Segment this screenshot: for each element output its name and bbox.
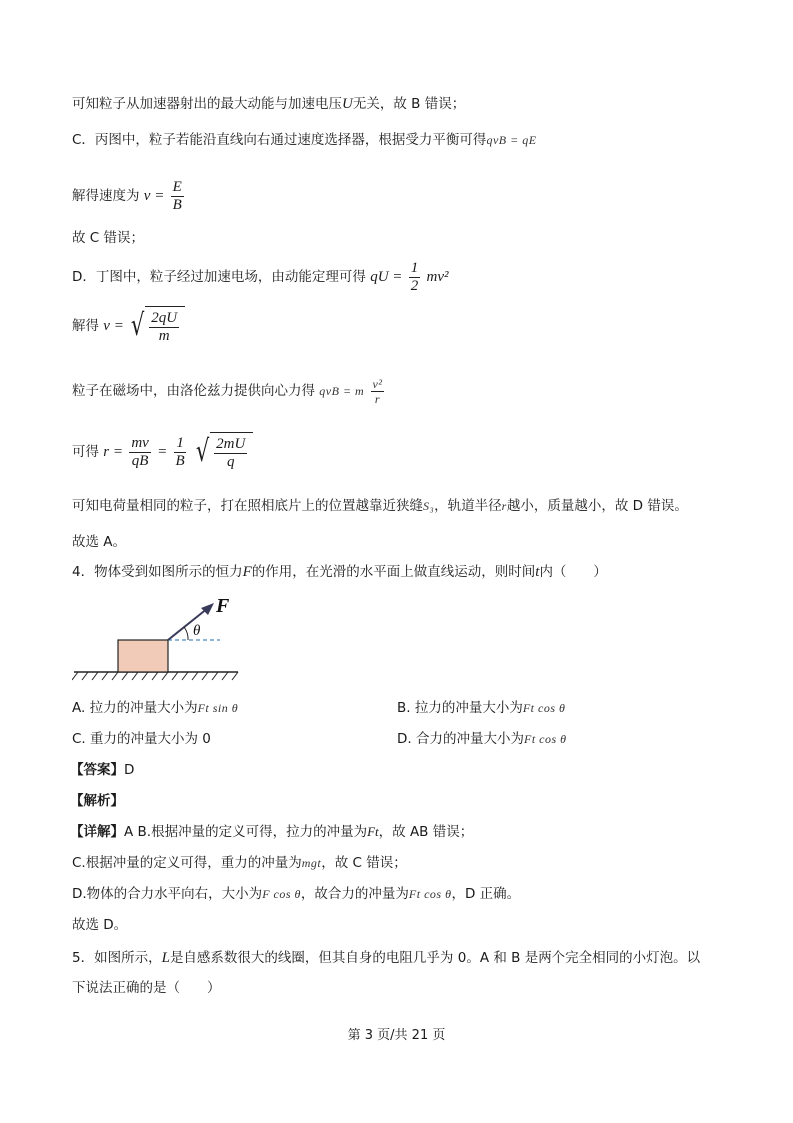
force-label: F	[216, 596, 230, 617]
formula: v =	[103, 318, 124, 334]
fraction: $\frac{\text{v²}}{r}$	[372, 376, 383, 406]
sqrt: √ $\frac{2mU}{q}$	[193, 432, 253, 472]
formula: =	[157, 444, 168, 460]
text: 故选 A。	[72, 534, 127, 550]
formula: Ft cos θ	[523, 732, 567, 746]
angle-arc	[184, 627, 188, 640]
formula: r =	[103, 444, 124, 460]
ground-hatch	[72, 672, 238, 680]
text: 解得速度为	[72, 188, 140, 204]
force-diagram	[72, 596, 242, 686]
option-b[interactable]: B. 拉力的冲量大小为Ft cos θ	[397, 700, 566, 716]
fraction: $\frac{E}{B}$	[172, 178, 182, 213]
text: 可知粒子从加速器射出的最大动能与加速电压	[72, 96, 342, 112]
var-L: L	[161, 950, 170, 966]
analysis-label: 【解析】	[70, 793, 124, 809]
formula: v =	[143, 188, 165, 204]
text-line	[72, 176, 186, 216]
formula: F cos θ	[262, 887, 301, 901]
question-5-cont: 下说法正确的是（ ）	[72, 980, 221, 996]
formula: mv²	[426, 269, 449, 285]
page-footer: 第 3 页/共 21 页	[347, 1028, 446, 1043]
text: 故 C 错误；	[72, 230, 145, 246]
detail-line-1: 【详解】A B.根据冲量的定义可得，拉力的冲量为Ft，故 AB 错误；	[70, 824, 474, 840]
question-4	[72, 562, 607, 582]
text: C．丙图中，粒子若能沿直线向右通过速度选择器，根据受力平衡可得	[72, 132, 487, 148]
option-a[interactable]: A. 拉力的冲量大小为Ft sin θ	[72, 700, 239, 716]
fraction: $\frac{mv}{qB}$	[131, 434, 149, 469]
text: 的作用，在光滑的水平面上做直线运动，则时间	[251, 564, 536, 580]
formula: r	[501, 499, 507, 513]
analysis-line	[70, 791, 124, 811]
text-line	[72, 496, 688, 516]
angle-label: θ	[193, 623, 201, 639]
var-F: F	[242, 564, 252, 580]
formula: Ft sin θ	[197, 701, 239, 715]
text-line	[72, 532, 126, 552]
text-line	[72, 228, 144, 248]
question-5: 5．如图所示，L是自感系数很大的线圈，但其自身的电阻几乎为 0。A 和 B 是两个完全相同的小灯泡。以	[72, 950, 701, 966]
text: 4．物体受到如图所示的恒力	[72, 564, 243, 580]
sqrt: √ $\frac{2qU}{m}$	[128, 306, 185, 346]
text: ，轨道半径	[434, 498, 502, 514]
option-c[interactable]: C. 重力的冲量大小为 0	[72, 731, 211, 747]
detail-label: 【详解】	[70, 824, 124, 840]
detail-line-2: C.根据冲量的定义可得，重力的冲量为mgt，故 C 错误；	[72, 855, 407, 871]
formula: S₃	[423, 499, 435, 513]
formula: mgt	[301, 856, 322, 870]
text: 内（ ）	[539, 564, 607, 580]
formula: qvB = qE	[486, 133, 537, 147]
text: 越小，质量越小，故 D 错误。	[506, 498, 688, 514]
block	[118, 640, 168, 672]
text-line	[72, 432, 253, 472]
text: 可知电荷量相同的粒子，打在照相底片上的位置越靠近狭缝	[72, 498, 423, 514]
text: 粒子在磁场中，由洛伦兹力提供向心力得	[72, 383, 315, 399]
text-line	[72, 130, 537, 150]
formula: qvB = m	[319, 384, 365, 398]
choose-line: 故选 D。	[72, 917, 128, 933]
formula: Ft cos θ	[408, 887, 452, 901]
text-line	[72, 372, 386, 410]
text-line	[72, 306, 185, 346]
formula: Ft cos θ	[522, 701, 566, 715]
text-line	[72, 94, 465, 114]
answer-line	[70, 760, 134, 780]
formula: qU =	[370, 269, 403, 285]
text-line	[72, 258, 449, 296]
detail-line-3: D.物体的合力水平向右，大小为F cos θ，故合力的冲量为Ft cos θ，D 正确。	[72, 886, 521, 902]
var-t: t	[535, 564, 540, 580]
option-d[interactable]: D. 合力的冲量大小为Ft cos θ	[397, 731, 567, 747]
answer-value: D	[124, 762, 135, 778]
text: 无关，故 B 错误；	[352, 96, 466, 112]
fraction: $\frac{1}{2}$	[410, 259, 419, 294]
fraction: $\frac{1}{B}$	[175, 434, 185, 469]
var-U: U	[342, 96, 353, 112]
answer-label: 【答案】	[70, 762, 124, 778]
formula: Ft	[367, 824, 379, 839]
text: 可得	[72, 444, 99, 460]
text: D．丁图中，粒子经过加速电场，由动能定理可得	[72, 269, 366, 285]
text: 解得	[72, 318, 99, 334]
